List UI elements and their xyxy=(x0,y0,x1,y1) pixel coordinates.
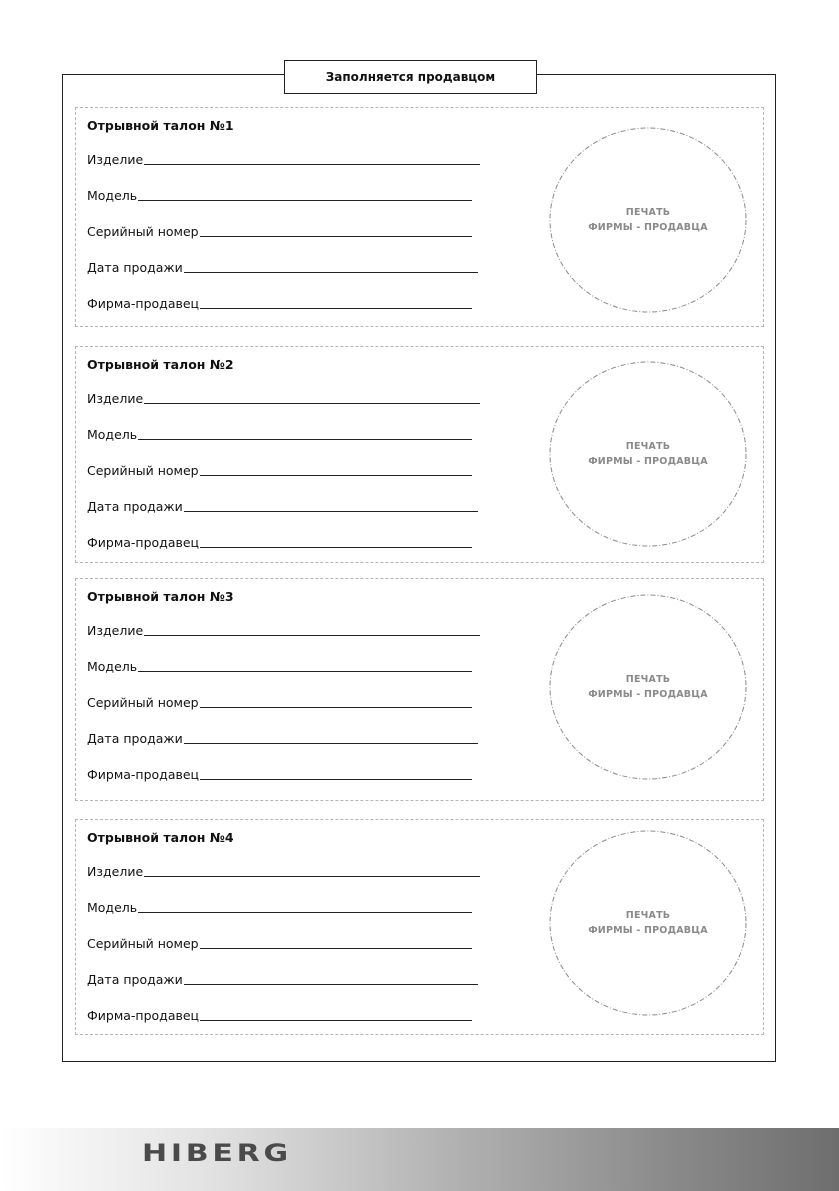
seller-stamp-area xyxy=(549,361,747,547)
footer-band xyxy=(0,1128,839,1191)
seller-section-header xyxy=(284,60,537,94)
field-model: Модель xyxy=(87,900,472,915)
field-seller-company: Фирма-продавец xyxy=(87,535,472,550)
stamp-label-line2: ФИРМЫ - ПРОДАВЦА xyxy=(588,925,708,936)
serial-number-input-line[interactable] xyxy=(200,947,472,949)
product-input-line[interactable] xyxy=(144,163,480,165)
stamp-label-line2: ФИРМЫ - ПРОДАВЦА xyxy=(588,222,708,233)
seller-stamp-area xyxy=(549,830,747,1016)
field-product: Изделие xyxy=(87,623,480,638)
tear-off-coupon-3 xyxy=(75,578,764,801)
model-input-line[interactable] xyxy=(138,670,472,672)
brand-logo: HIBERG xyxy=(142,1139,292,1167)
tear-off-coupon-2 xyxy=(75,346,764,563)
coupon-title: Отрывной талон №3 xyxy=(87,589,234,604)
field-serial-number: Серийный номер xyxy=(87,695,472,710)
coupon-title: Отрывной талон №1 xyxy=(87,118,234,133)
seller-stamp-area xyxy=(549,594,747,780)
field-serial-number: Серийный номер xyxy=(87,936,472,951)
field-sale-date: Дата продажи xyxy=(87,972,478,987)
seller-company-input-line[interactable] xyxy=(200,778,472,780)
stamp-label-line1: ПЕЧАТЬ xyxy=(625,441,671,452)
field-serial-number: Серийный номер xyxy=(87,463,472,478)
product-input-line[interactable] xyxy=(144,634,480,636)
field-product: Изделие xyxy=(87,864,480,879)
coupon-title: Отрывной талон №2 xyxy=(87,357,234,372)
coupon-title: Отрывной талон №4 xyxy=(87,830,234,845)
seller-company-input-line[interactable] xyxy=(200,546,472,548)
sale-date-input-line[interactable] xyxy=(184,742,478,744)
tear-off-coupon-1 xyxy=(75,107,764,327)
field-sale-date: Дата продажи xyxy=(87,499,478,514)
seller-section-title: Заполняется продавцом xyxy=(325,70,496,84)
field-model: Модель xyxy=(87,188,472,203)
model-input-line[interactable] xyxy=(138,199,472,201)
stamp-label-line1: ПЕЧАТЬ xyxy=(625,207,671,218)
model-input-line[interactable] xyxy=(138,911,472,913)
stamp-label-line1: ПЕЧАТЬ xyxy=(625,910,671,921)
product-input-line[interactable] xyxy=(144,402,480,404)
seller-stamp-area xyxy=(549,127,747,313)
sale-date-input-line[interactable] xyxy=(184,983,478,985)
seller-company-input-line[interactable] xyxy=(200,1019,472,1021)
stamp-label-line2: ФИРМЫ - ПРОДАВЦА xyxy=(588,689,708,700)
field-sale-date: Дата продажи xyxy=(87,260,478,275)
serial-number-input-line[interactable] xyxy=(200,235,472,237)
field-sale-date: Дата продажи xyxy=(87,731,478,746)
field-model: Модель xyxy=(87,659,472,674)
field-seller-company: Фирма-продавец xyxy=(87,1008,472,1023)
serial-number-input-line[interactable] xyxy=(200,706,472,708)
sale-date-input-line[interactable] xyxy=(184,271,478,273)
sale-date-input-line[interactable] xyxy=(184,510,478,512)
field-seller-company: Фирма-продавец xyxy=(87,767,472,782)
field-product: Изделие xyxy=(87,152,480,167)
field-seller-company: Фирма-продавец xyxy=(87,296,472,311)
tear-off-coupon-4 xyxy=(75,819,764,1035)
field-serial-number: Серийный номер xyxy=(87,224,472,239)
product-input-line[interactable] xyxy=(144,875,480,877)
field-product: Изделие xyxy=(87,391,480,406)
model-input-line[interactable] xyxy=(138,438,472,440)
serial-number-input-line[interactable] xyxy=(200,474,472,476)
stamp-label-line1: ПЕЧАТЬ xyxy=(625,674,671,685)
seller-company-input-line[interactable] xyxy=(200,307,472,309)
field-model: Модель xyxy=(87,427,472,442)
stamp-label-line2: ФИРМЫ - ПРОДАВЦА xyxy=(588,456,708,467)
